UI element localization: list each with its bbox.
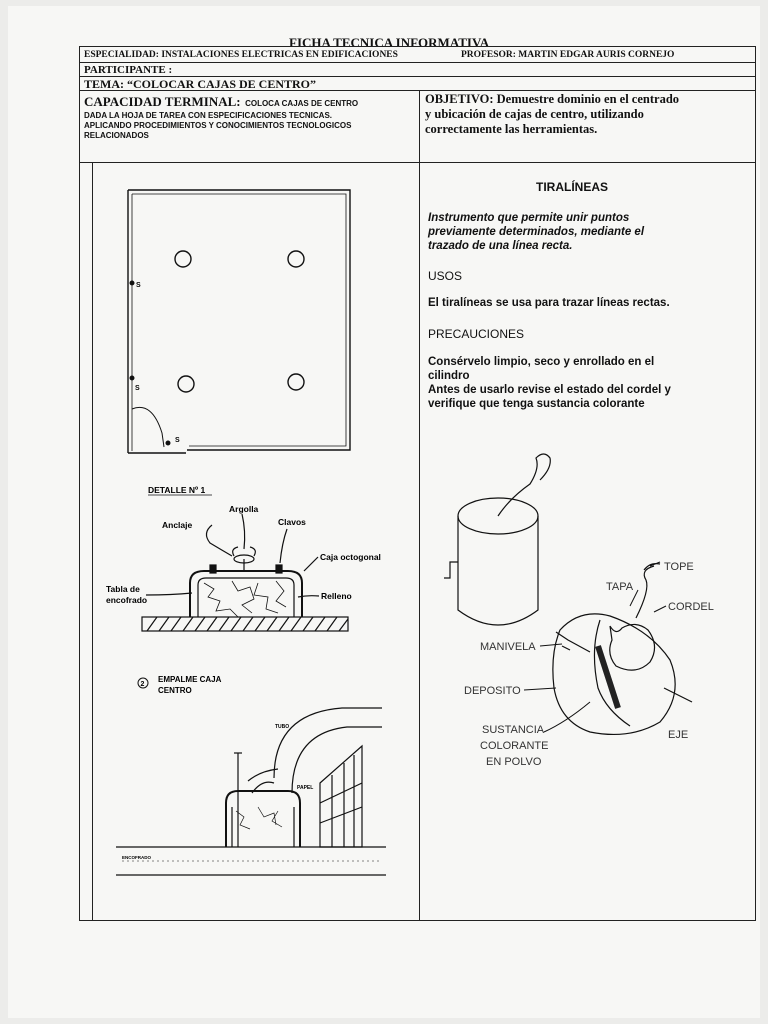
tapa-label: TAPA xyxy=(606,581,634,593)
objetivo-block xyxy=(425,92,679,137)
cordel-label: CORDEL xyxy=(668,601,714,613)
definition-line: Instrumento que permite unir puntos xyxy=(428,212,630,224)
precaucion-line: Antes de usarlo revise el estado del cordel y xyxy=(428,384,671,396)
tubo-label: TUBO xyxy=(275,724,290,730)
relleno-label: Relleno xyxy=(321,591,352,601)
eje-label: EJE xyxy=(668,729,689,741)
capacidad-block xyxy=(84,93,418,141)
left-drawings xyxy=(92,163,418,920)
box-position xyxy=(175,251,191,267)
definition-line: previamente determinados, mediante el xyxy=(428,226,645,238)
tiralineas-drawing xyxy=(440,440,750,780)
detalle-title: DETALLE Nº 1 xyxy=(148,485,206,495)
document-title: FICHA TECNICA INFORMATIVA xyxy=(289,35,490,50)
box-position xyxy=(178,376,194,392)
objetivo-line: OBJETIVO: Demuestre dominio en el centrado xyxy=(425,92,680,106)
definition-block xyxy=(428,211,644,253)
capacidad-text: RELACIONADOS xyxy=(84,131,149,140)
capacidad-label: CAPACIDAD TERMINAL: xyxy=(84,94,241,109)
tabla-label: encofrado xyxy=(106,595,148,605)
encofrado-label: ENCOFRADO xyxy=(122,855,151,860)
sustancia-label: SUSTANCIA xyxy=(482,724,545,736)
participante-field: PARTICIPANTE : xyxy=(84,64,173,76)
tiralineas-heading: TIRALÍNEAS xyxy=(536,180,608,194)
step-number: 2 xyxy=(140,681,145,688)
empalme-drawing xyxy=(116,708,386,875)
capacidad-text: COLOCA CAJAS DE CENTRO xyxy=(245,99,359,108)
especialidad-field: ESPECIALIDAD: INSTALACIONES ELECTRICAS EN EDIFICACIONES xyxy=(84,50,398,60)
sustancia-label: COLORANTE xyxy=(480,740,549,752)
profesor-field: PROFESOR: MARTIN EDGAR AURIS CORNEJO xyxy=(461,50,675,60)
precaucion-line: verifique que tenga sustancia colorante xyxy=(428,398,645,410)
sustancia-label: EN POLVO xyxy=(486,756,542,768)
row-divider xyxy=(79,62,756,63)
switch-mark: S xyxy=(135,385,140,392)
usos-text: El tiralíneas se usa para trazar líneas rectas. xyxy=(428,297,670,309)
definition-line: trazado de una línea recta. xyxy=(428,240,573,252)
switch-mark: S xyxy=(136,282,141,289)
precauciones-title: PRECAUCIONES xyxy=(428,327,525,341)
precauciones-block xyxy=(428,355,671,411)
tema-field: TEMA: “COLOCAR CAJAS DE CENTRO” xyxy=(84,77,317,91)
argolla-label: Argolla xyxy=(229,504,259,514)
objetivo-line: y ubicación de cajas de centro, utilizando xyxy=(425,107,644,121)
objetivo-line: correctamente las herramientas. xyxy=(425,122,598,136)
detalle-1-drawing xyxy=(106,485,381,695)
plan-view xyxy=(128,190,350,453)
precaucion-line: Consérvelo limpio, seco y enrollado en el xyxy=(428,356,655,368)
anclaje-label: Anclaje xyxy=(162,520,193,530)
capacidad-text: DADA LA HOJA DE TAREA CON ESPECIFICACIONES TECNICAS. xyxy=(84,111,333,120)
tabla-label: Tabla de xyxy=(106,584,140,594)
tope-label: TOPE xyxy=(664,561,694,573)
box-position xyxy=(288,374,304,390)
manivela-label: MANIVELA xyxy=(480,641,536,653)
switch-mark: S xyxy=(175,437,180,444)
empalme-label: EMPALME CAJA xyxy=(158,675,222,684)
box-position xyxy=(288,251,304,267)
column-divider xyxy=(419,90,420,920)
deposito-label: DEPOSITO xyxy=(464,685,521,697)
empalme-label: CENTRO xyxy=(158,686,192,695)
precaucion-line: cilindro xyxy=(428,370,470,382)
clavos-label: Clavos xyxy=(278,517,306,527)
capacidad-text: APLICANDO PROCEDIMIENTOS Y CONOCIMIENTOS TECNOLOGICOS xyxy=(84,121,352,130)
caja-label: Caja octogonal xyxy=(320,552,381,562)
usos-title: USOS xyxy=(428,269,463,283)
papel-label: PAPEL xyxy=(297,785,314,791)
